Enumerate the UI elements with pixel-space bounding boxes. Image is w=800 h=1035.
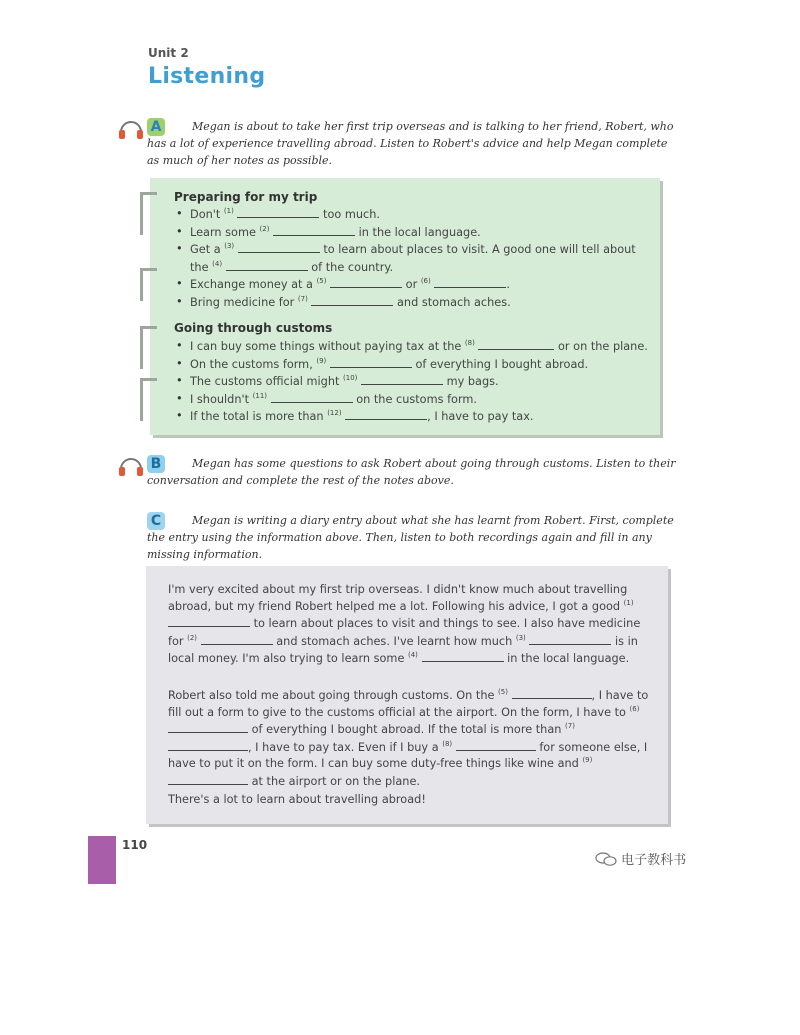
answer-blank[interactable] bbox=[330, 276, 402, 288]
list-item: • Don't $^{(1)}$ too much. bbox=[176, 206, 656, 224]
unit-label: Unit 2 bbox=[148, 46, 189, 60]
headphones-icon bbox=[118, 118, 144, 140]
answer-blank[interactable] bbox=[168, 721, 248, 733]
answer-blank[interactable] bbox=[226, 259, 308, 271]
list-item: • I can buy some things without paying tax at the $^{(8)}$ or on the plane. bbox=[176, 338, 656, 356]
answer-blank[interactable] bbox=[330, 356, 412, 368]
notes-heading-preparing: Preparing for my trip bbox=[174, 190, 318, 204]
list-item: • Exchange money at a $^{(5)}$ or $^{(6)}$ . bbox=[176, 276, 656, 294]
answer-blank[interactable] bbox=[361, 373, 443, 385]
answer-blank[interactable] bbox=[168, 773, 248, 785]
exercise-c-instructions: Megan is writing a diary entry about what she has learnt from Robert. First, complete the entry using the information above. Then, listen to both recordings again and fill in any missing information. bbox=[147, 514, 674, 561]
exercise-b-instructions: Megan has some questions to ask Robert about going through customs. Listen to their conversation and complete the rest of the notes above. bbox=[147, 457, 676, 487]
answer-blank[interactable] bbox=[237, 206, 319, 218]
answer-blank[interactable] bbox=[512, 687, 592, 699]
list-item: • Learn some $^{(2)}$ in the local language. bbox=[176, 224, 656, 242]
diary-paragraph-3: There's a lot to learn about travelling abroad! bbox=[168, 793, 426, 806]
list-item: • The customs official might $^{(10)}$ my bags. bbox=[176, 373, 656, 391]
answer-blank[interactable] bbox=[478, 338, 554, 350]
binder-clip bbox=[140, 268, 157, 301]
section-title: Listening bbox=[148, 64, 266, 89]
binder-clip bbox=[140, 378, 157, 421]
list-item: • Bring medicine for $^{(7)}$ and stomach aches. bbox=[176, 294, 656, 312]
exercise-c-badge: C bbox=[147, 512, 165, 530]
answer-blank[interactable] bbox=[422, 650, 504, 662]
answer-blank[interactable] bbox=[529, 633, 611, 645]
list-item: • I shouldn't $^{(11)}$ on the customs form. bbox=[176, 391, 656, 409]
binder-clip bbox=[140, 326, 157, 369]
diary-paragraph-2: Robert also told me about going through customs. On the $^{(5)}$ , I have to fill out a form to give to the customs official at the airport. On the form, I have to $^{(6)}$ of everything I bought abroad. If the total is more than $^{(7)}$ , I have to pay tax. Even if I buy a $^{(8)}$ for someone else, I have to put it on the form. I can buy some duty-free things like wine and $^{(9)}$ at the airport or on the plane. bbox=[168, 688, 649, 788]
wechat-icon bbox=[595, 852, 617, 866]
diary-paragraph-1: I'm very excited about my first trip overseas. I didn't know much about travelling abroad, but my friend Robert helped me a lot. Following his advice, I got a good $^{(1)}$ to learn about places to visit and things to see. I also have medicine for $^{(2)}$ and stomach aches. I've learnt how much $^{(3)}$ is in local money. I'm also trying to learn some $^{(4)}$ in the local language. bbox=[168, 583, 641, 665]
binder-clip bbox=[140, 192, 157, 235]
list-item: • Get a $^{(3)}$ to learn about places to visit. A good one will tell about the $^{(4)}$ of the country. bbox=[176, 241, 656, 276]
list-item: • On the customs form, $^{(9)}$ of everything I bought abroad. bbox=[176, 356, 656, 374]
answer-blank[interactable] bbox=[201, 633, 273, 645]
watermark: 电子教科书 bbox=[595, 849, 686, 868]
headphones-icon bbox=[118, 455, 144, 477]
answer-blank[interactable] bbox=[271, 391, 353, 403]
answer-blank[interactable] bbox=[168, 615, 250, 627]
exercise-a-badge: A bbox=[147, 118, 165, 136]
answer-blank[interactable] bbox=[311, 294, 393, 306]
answer-blank[interactable] bbox=[273, 224, 355, 236]
exercise-b-badge: B bbox=[147, 455, 165, 473]
answer-blank[interactable] bbox=[456, 739, 536, 751]
notes-list-preparing bbox=[176, 206, 656, 311]
answer-blank[interactable] bbox=[168, 739, 248, 751]
answer-blank[interactable] bbox=[434, 276, 506, 288]
notes-heading-customs: Going through customs bbox=[174, 321, 333, 335]
notes-card bbox=[150, 178, 660, 435]
answer-blank[interactable] bbox=[345, 408, 427, 420]
exercise-a-instructions: Megan is about to take her first trip overseas and is talking to her friend, Robert, who has a lot of experience travelling abroad. Listen to Robert's advice and help Megan complete as much of her notes as possible. bbox=[147, 120, 674, 167]
diary-card bbox=[146, 566, 668, 824]
page-color-tab bbox=[88, 836, 116, 884]
list-item: • If the total is more than $^{(12)}$ , I have to pay tax. bbox=[176, 408, 656, 426]
answer-blank[interactable] bbox=[238, 241, 320, 253]
notes-list-customs bbox=[176, 338, 656, 426]
page-number: 110 bbox=[122, 838, 148, 852]
